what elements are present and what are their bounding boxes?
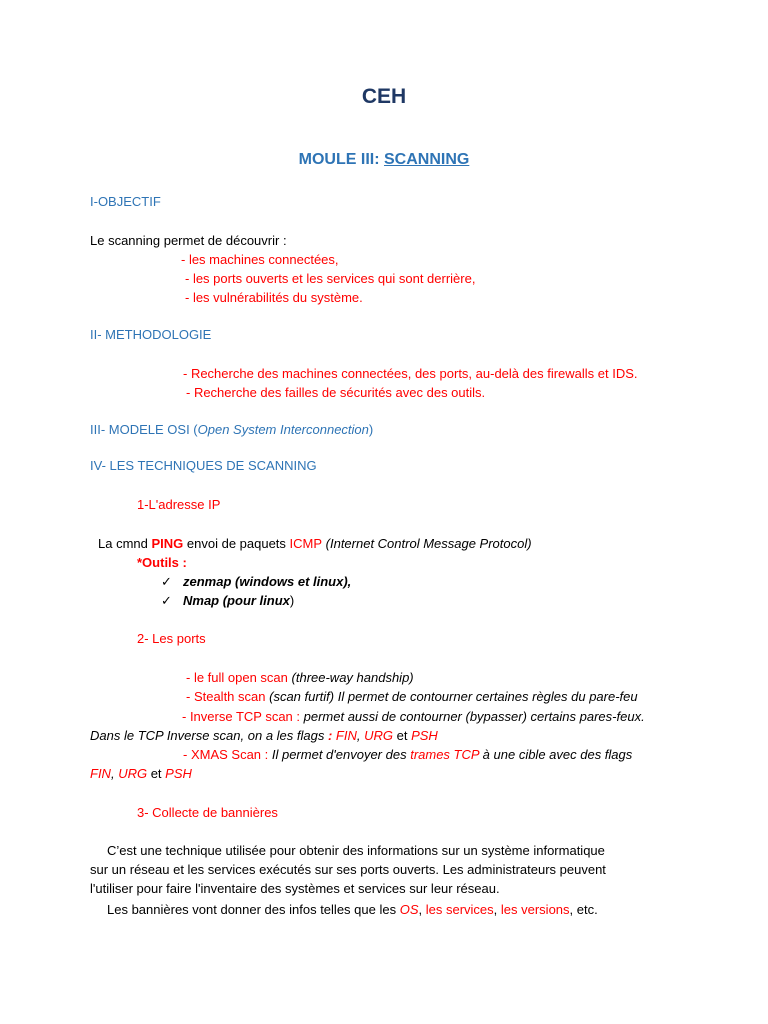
methodologie-item: - Recherche des failles de sécurités avec des outils.: [186, 385, 486, 400]
inverse-tcp-label: - Inverse TCP scan :: [182, 709, 301, 724]
flag-and: et: [393, 728, 412, 743]
ping-text: envoi de paquets: [183, 536, 290, 551]
full-open-scan-desc: (three-way handship): [287, 670, 414, 685]
osi-close: ): [368, 422, 374, 437]
info-sep: ,: [418, 902, 426, 917]
xmas-scan-label: - XMAS Scan :: [183, 747, 269, 762]
icmp-fullname: (Internet Control Message Protocol): [322, 536, 532, 551]
info-os: OS: [399, 902, 419, 917]
inverse-tcp-flags-line: [90, 728, 438, 744]
document-title: CEH: [361, 85, 407, 108]
flag-psh: PSH: [165, 766, 192, 781]
bannieres-infos-text: Les bannières vont donner des infos telles que les: [107, 902, 400, 917]
flag-fin: FIN: [90, 766, 111, 781]
ping-line: [98, 536, 532, 552]
section-techniques: IV- LES TECHNIQUES DE SCANNING: [90, 458, 317, 473]
xmas-scan-line: [183, 747, 632, 763]
ip-heading: 1-L'adresse IP: [137, 497, 221, 512]
tool-close: ): [289, 593, 295, 608]
xmas-scan-desc: à une cible avec des flags: [479, 747, 633, 762]
xmas-scan-desc: Il permet d'envoyer des: [268, 747, 411, 762]
osi-title: III- MODELE OSI (: [90, 422, 198, 437]
tool-name: zenmap (windows et linux),: [183, 574, 352, 589]
objectif-item: - les machines connectées,: [181, 252, 339, 267]
section-methodologie: II- METHODOLOGIE: [90, 327, 212, 342]
info-versions: les versions: [500, 902, 570, 917]
ping-text: La cmnd: [98, 536, 152, 551]
stealth-scan-desc: (scan furtif) Il permet de contourner certaines règles du pare-feu: [265, 689, 638, 704]
stealth-scan-label: - Stealth scan: [186, 689, 266, 704]
bannieres-paragraph: sur un réseau et les services exécutés sur ses ports ouverts. Les administrateurs peuvent: [90, 862, 606, 877]
flag-sep: ,: [356, 728, 365, 743]
objectif-item: - les ports ouverts et les services qui sont derrière,: [185, 271, 476, 286]
section-objectif: I-OBJECTIF: [90, 194, 161, 209]
bannieres-infos-line: [107, 902, 598, 918]
full-open-scan-label: - le full open scan: [186, 670, 288, 685]
ping-keyword: PING: [151, 536, 184, 551]
osi-fullname: Open System Interconnection: [197, 422, 369, 437]
trames-tcp: trames TCP: [410, 747, 480, 762]
info-services: les services: [425, 902, 494, 917]
module-prefix: MOULE III:: [298, 151, 384, 168]
flags-colon: :: [327, 728, 336, 743]
scanning-link[interactable]: SCANNING: [383, 151, 470, 168]
bannieres-paragraph: l'utiliser pour faire l'inventaire des systèmes et services sur leur réseau.: [90, 881, 500, 896]
info-sep: ,: [493, 902, 501, 917]
flag-urg: URG: [364, 728, 393, 743]
module-title: [0, 152, 768, 168]
bannieres-heading: 3- Collecte de bannières: [137, 805, 278, 820]
check-icon: ✓: [161, 594, 172, 609]
section-osi: [90, 422, 373, 438]
flag-and: et: [147, 766, 166, 781]
flag-sep: ,: [110, 766, 119, 781]
stealth-scan-line: [186, 689, 638, 705]
methodologie-item: - Recherche des machines connectées, des ports, au-delà des firewalls et IDS.: [183, 366, 638, 381]
flag-fin: FIN: [335, 728, 357, 743]
icmp-keyword: ICMP: [289, 536, 323, 551]
tool-name: Nmap (pour linux: [183, 593, 290, 608]
ports-heading: 2- Les ports: [137, 631, 206, 646]
info-etc: , etc.: [569, 902, 598, 917]
check-icon: ✓: [161, 575, 172, 590]
objectif-item: - les vulnérabilités du système.: [185, 290, 363, 305]
objectif-intro: Le scanning permet de découvrir :: [90, 233, 287, 248]
tool-item: [161, 593, 294, 610]
tool-item: [161, 574, 351, 591]
flag-psh: PSH: [411, 728, 438, 743]
outils-label: *Outils :: [137, 555, 187, 570]
bannieres-paragraph: C’est une technique utilisée pour obtenir des informations sur un système informatique: [107, 843, 605, 858]
full-open-scan-line: [186, 670, 414, 686]
inverse-tcp-desc: permet aussi de contourner (bypasser) certains pares-feux.: [300, 709, 645, 724]
inverse-tcp-flags-text: Dans le TCP Inverse scan, on a les flags: [90, 728, 328, 743]
inverse-tcp-line: [182, 709, 645, 725]
xmas-flags-line: [90, 766, 192, 782]
flag-urg: URG: [118, 766, 148, 781]
